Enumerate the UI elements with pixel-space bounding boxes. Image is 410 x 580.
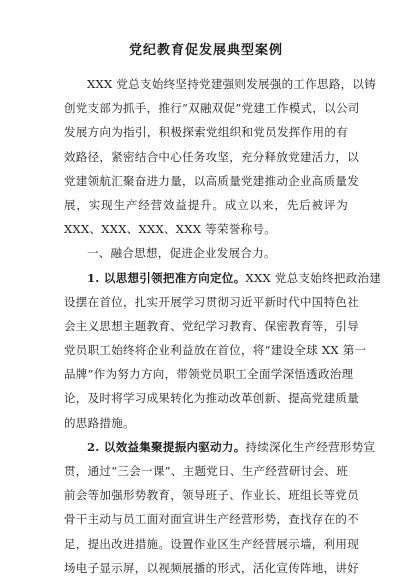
line-text: XXX 党总支始终坚持党建强则发展强的工作思路，以铸 [87, 77, 377, 91]
text-line [64, 193, 348, 217]
text-line [64, 507, 359, 531]
text-line [64, 532, 359, 556]
text-line [64, 459, 348, 483]
line-text: 足，提出改进措施。设置作业区生产经营展示墙，利用现 [64, 536, 359, 551]
section-heading: 1. 以思想引领把准方向定位。 [87, 270, 246, 285]
line-text: 党建领航汇聚奋进力量，以高质量党建推动企业高质量发 [64, 173, 359, 188]
text-line [64, 556, 359, 580]
text-line [64, 145, 359, 169]
text-line [64, 338, 367, 362]
document-body [64, 72, 382, 580]
text-line [64, 483, 359, 507]
text-line [64, 241, 348, 265]
line-text: 一、融合思想，促进企业发展合力。 [87, 246, 276, 261]
line-text: 发展方向为指引，积极探索党组织和党员发挥作用的有 [64, 125, 348, 140]
line-text: 持续深化生产经营形势宣 [245, 439, 376, 454]
text-line [64, 314, 359, 338]
text-line [64, 72, 377, 96]
line-text: 创党支部为抓手，推行“双融双促”党建工作模式，以公司 [64, 101, 360, 116]
text-line [64, 435, 376, 459]
text-line [64, 169, 359, 193]
document-title: 党纪教育促发展典型案例 [128, 43, 283, 58]
text-line [64, 362, 354, 386]
line-text: 的思路措施。 [64, 415, 135, 430]
section-heading: 2. 以效益集聚提振内驱动力。 [87, 439, 246, 454]
text-line [64, 290, 359, 314]
line-text: 设摆在首位，扎实开展学习贯彻习近平新时代中国特色社 [64, 294, 359, 309]
text-line [64, 266, 382, 290]
text-line [64, 411, 348, 435]
text-line [64, 217, 348, 241]
line-text: 前会等加强形势教育，领导班子、作业长、班组长等党员 [64, 488, 359, 503]
line-text: XXX、XXX、XXX、XXX 等荣誉称号。 [64, 222, 276, 237]
text-line [64, 96, 360, 120]
text-line [64, 386, 359, 410]
line-text: 会主义思想主题教育、党纪学习教育、保密教育等，引导 [64, 318, 359, 333]
line-text: 党员职工始终将企业利益放在首位，将“建设全球 XX 第一 [64, 343, 367, 358]
line-text: 场电子显示屏，以视频展播的形式，活化宣传阵地，讲好 [64, 560, 359, 575]
line-text: XXX 党总支始终把政治建 [245, 270, 382, 285]
line-text: 骨干主动与员工面对面宣讲生产经营形势，查找存在的不 [64, 512, 359, 527]
line-text: 效路径，紧密结合中心任务攻坚，充分释放党建活力，以 [64, 149, 359, 164]
line-text: 品牌”作为努力方向，带领党员职工全面学深悟透政治理 [64, 367, 354, 382]
text-line [64, 120, 348, 144]
line-text: 贯，通过“三会一课”、主题党日、生产经营研讨会、班 [64, 464, 348, 478]
line-text: 论，及时将学习成果转化为推动改革创新、提高党建质量 [64, 391, 359, 406]
line-text: 展，实现生产经营效益提升。成立以来，先后被评为 [64, 197, 348, 212]
